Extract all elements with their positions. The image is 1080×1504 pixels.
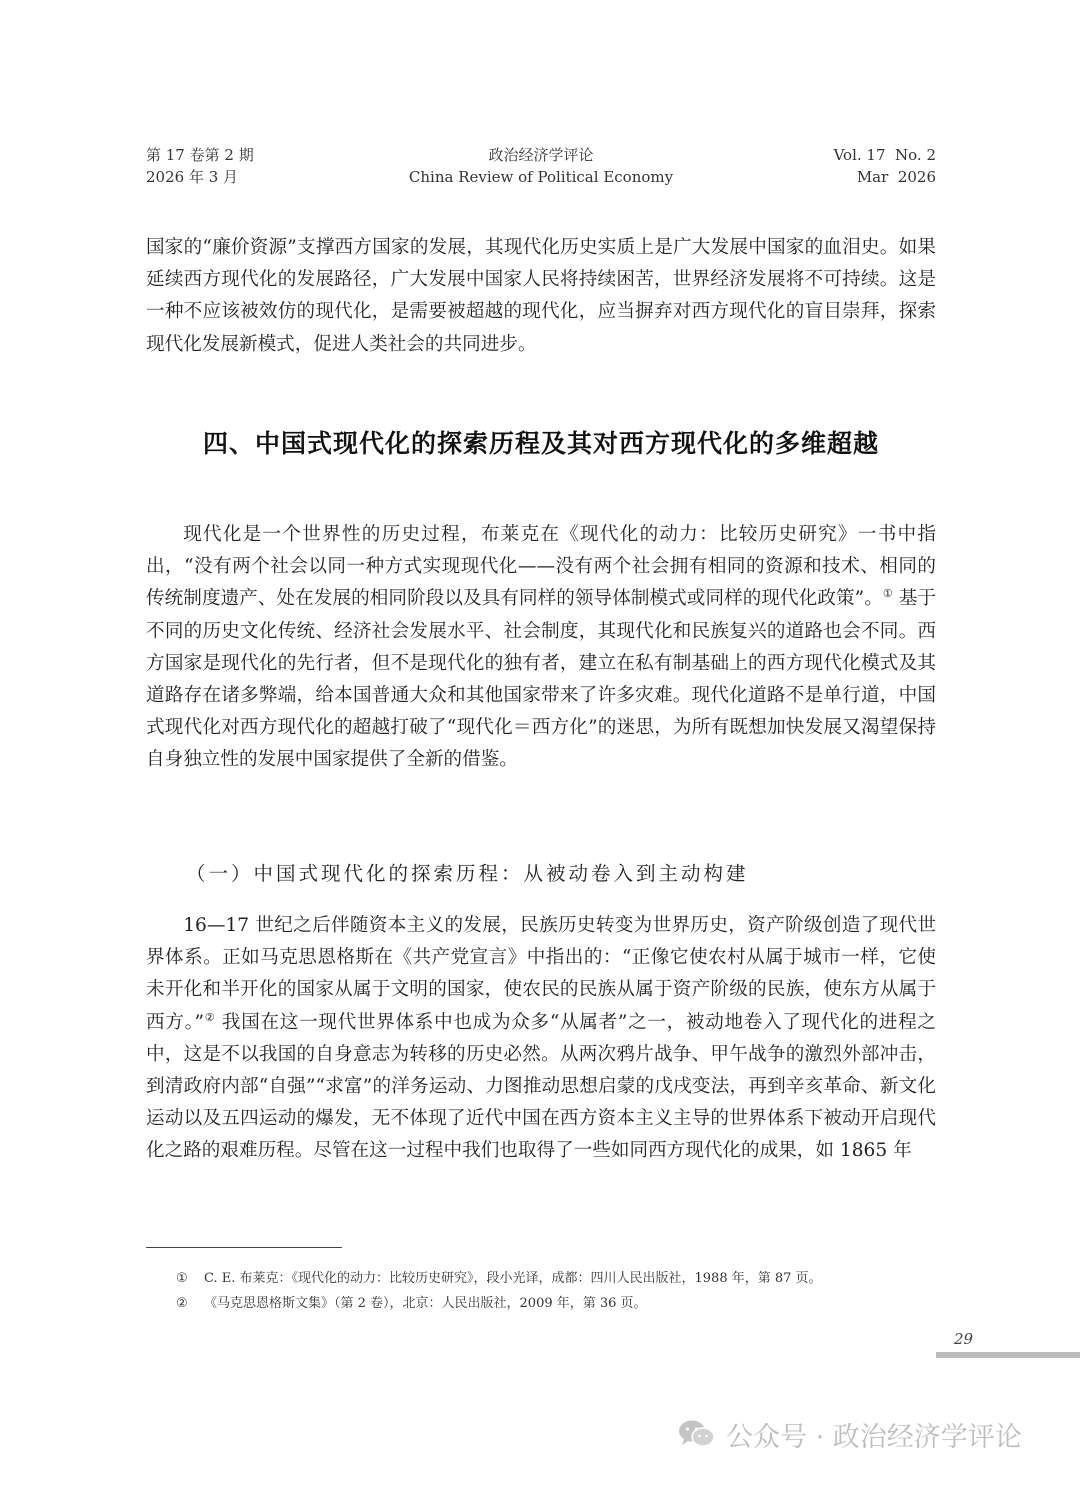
watermark <box>678 1414 1022 1454</box>
paragraph-text: 基于不同的历史文化传统、经济社会发展水平、社会制度，其现代化和民族复兴的道路也会不同。西方国家是现代化的先行者，但不是现代化的独有者，建立在私有制基础上的西方现代化模式及其道路存在诸多弊端，给本国普通大众和其他国家带来了许多灾难。现代化道路不是单行道，中国式现代化对西方现代化的超越打破了“现代化＝西方化”的迷思，为所有既想加快发展又渴望保持自身独立性的发展中国家提供了全新的借鉴。 <box>146 588 936 771</box>
page-number: 29 <box>954 1330 974 1348</box>
paragraph-history <box>146 910 936 1168</box>
footnote-text: 《马克思恩格斯文集》（第 2 卷），北京：人民出版社，2009 年，第 36 页。 <box>204 1296 647 1311</box>
watermark-text: 公众号 · 政治经济学评论 <box>726 1421 1022 1453</box>
footnote-ref[interactable]: ① <box>882 587 893 601</box>
vol-no-en: Vol. 17 No. 2 <box>833 146 936 164</box>
paragraph-intro <box>146 519 936 777</box>
journal-title-cn: 政治经济学评论 <box>488 146 594 164</box>
footnote-text: C. E. 布莱克：《现代化的动力：比较历史研究》，段小光译，成都：四川人民出版社，1988 年，第 87 页。 <box>204 1271 822 1286</box>
footnotes <box>176 1266 936 1316</box>
page-number-bar <box>936 1352 1080 1358</box>
header-right <box>834 144 936 188</box>
volume-issue: 第 17 卷第 2 期 <box>146 146 254 164</box>
page-header <box>146 144 936 188</box>
footnote-item <box>176 1291 936 1316</box>
paragraph-continuation: 国家的“廉价资源”支撑西方国家的发展，其现代化历史实质上是广大发展中国家的血泪史。如果延续西方现代化的发展路径，广大发展中国家人民将持续困苦，世界经济发展将不可持续。这是一种不应该被效仿的现代化，是需要被超越的现代化，应当摒弃对西方现代化的盲目崇拜，探索现代化发展新模式，促进人类社会的共同进步。 <box>146 237 936 355</box>
paragraph-text: 16—17 世纪之后伴随资本主义的发展，民族历史转变为世界历史，资产阶级创造了现代世界体系。正如马克思恩格斯在《共产党宣言》中指出的：“正像它使农村从属于城市一样，它使未开化和半开化的国家从属于文明的国家，使农民的民族从属于资产阶级的民族，使东方从属于西方。” <box>146 915 936 1033</box>
date-en: Mar 2026 <box>856 168 936 186</box>
subsection-title: （一）中国式现代化的探索历程：从被动卷入到主动构建 <box>186 862 749 885</box>
footnote-mark: ① <box>176 1271 188 1286</box>
footnote-mark: ② <box>176 1296 188 1311</box>
paragraph-text: 现代化是一个世界性的历史过程，布莱克在《现代化的动力：比较历史研究》一书中指出，“没有两个社会以同一种方式实现现代化——没有两个社会拥有相同的资源和技术、相同的传统制度遗产、处在发展的相同阶段以及具有同样的领导体制模式或同样的现代化政策”。 <box>146 524 936 610</box>
footnote-ref[interactable]: ② <box>204 1010 216 1024</box>
journal-title-en: China Review of Political Economy <box>408 168 674 186</box>
footnote-divider <box>146 1247 342 1248</box>
section-title: 四、中国式现代化的探索历程及其对西方现代化的多维超越 <box>202 429 879 458</box>
paragraph-text: 我国在这一现代世界体系中也成为众多“从属者”之一，被动地卷入了现代化的进程之中，这是不以我国的自身意志为转移的历史必然。从两次鸦片战争、甲午战争的激烈外部冲击，到清政府内部“自强”“求富”的洋务运动、力图推动思想启蒙的戊戌变法，再到辛亥革命、新文化运动以及五四运动的爆发，无不体现了近代中国在西方资本主义主导的世界体系下被动开启现代化之路的艰难历程。尽管在这一过程中我们也取得了一些如同西方现代化的成果，如 1865 年 <box>146 1011 936 1162</box>
footnote-item <box>176 1266 936 1291</box>
header-center <box>146 144 936 188</box>
date-cn: 2026 年 3 月 <box>146 168 239 186</box>
wechat-icon <box>678 1419 716 1449</box>
